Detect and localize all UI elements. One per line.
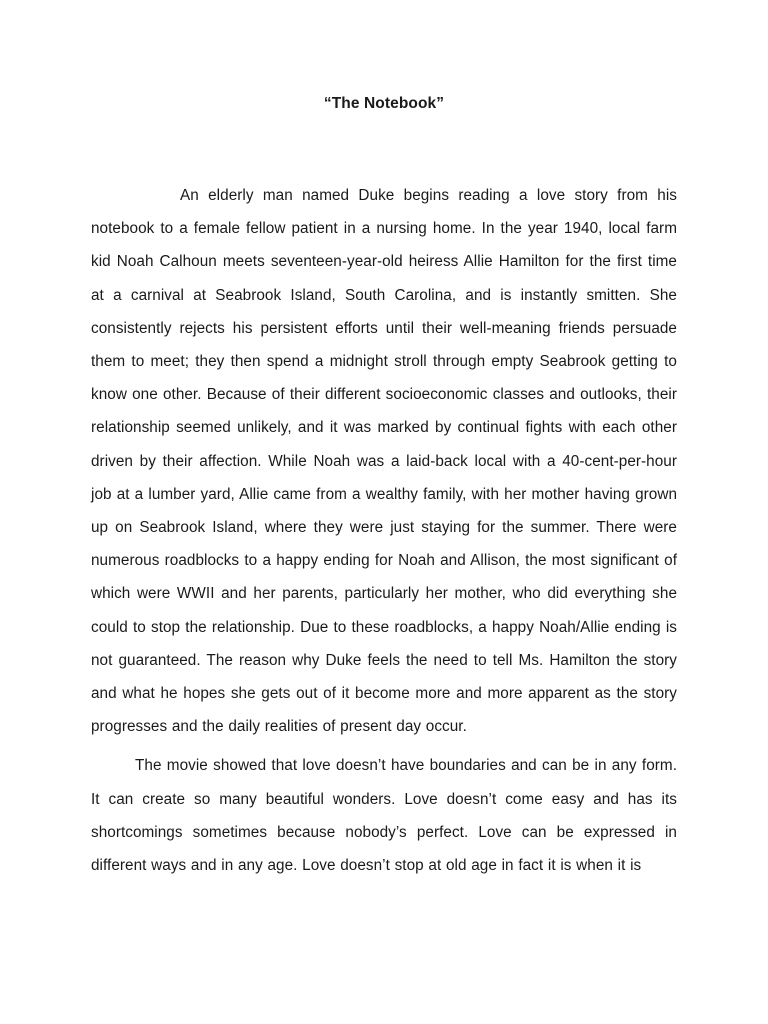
document-title: “The Notebook” <box>323 95 445 112</box>
paragraph-1: An elderly man named Duke begins reading a love story from his notebook to a female fellow patient in a nursing home. In the year 1940, local farm kid Noah Calhoun meets seventeen-year-old heiress Allie Hamilton for the first time at a carnival at Seabrook Island, South Carolina, and is instantly smitten. She consistently rejects his persistent efforts until their well-meaning friends persuade them to meet; they then spend a midnight stroll through empty Seabrook getting to know one other. Because of their different socioeconomic classes and outlooks, their relationship seemed unlikely, and it was marked by continual fights with each other driven by their affection. While Noah was a laid-back local with a 40-cent-per-hour job at a lumber yard, Allie came from a wealthy family, with her mother having grown up on Seabrook Island, where they were just staying for the summer. There were numerous roadblocks to a happy ending for Noah and Allison, the most significant of which were WWII and her parents, particularly her mother, who did everything she could to stop the relationship. Due to these roadblocks, a happy Noah/Allie ending is not guaranteed. The reason why Duke feels the need to tell Ms. Hamilton the story and what he hopes she gets out of it become more and more apparent as the story progresses and the daily realities of present day occur. <box>91 187 677 736</box>
paragraph-2: The movie showed that love doesn’t have boundaries and can be in any form. It can create so many beautiful wonders. Love doesn’t come easy and has its shortcomings sometimes because nobody’s perfect. Love can be expressed in different ways and in any age. Love doesn’t stop at old age in fact it is when it is <box>91 757 677 875</box>
document-body <box>91 179 677 882</box>
